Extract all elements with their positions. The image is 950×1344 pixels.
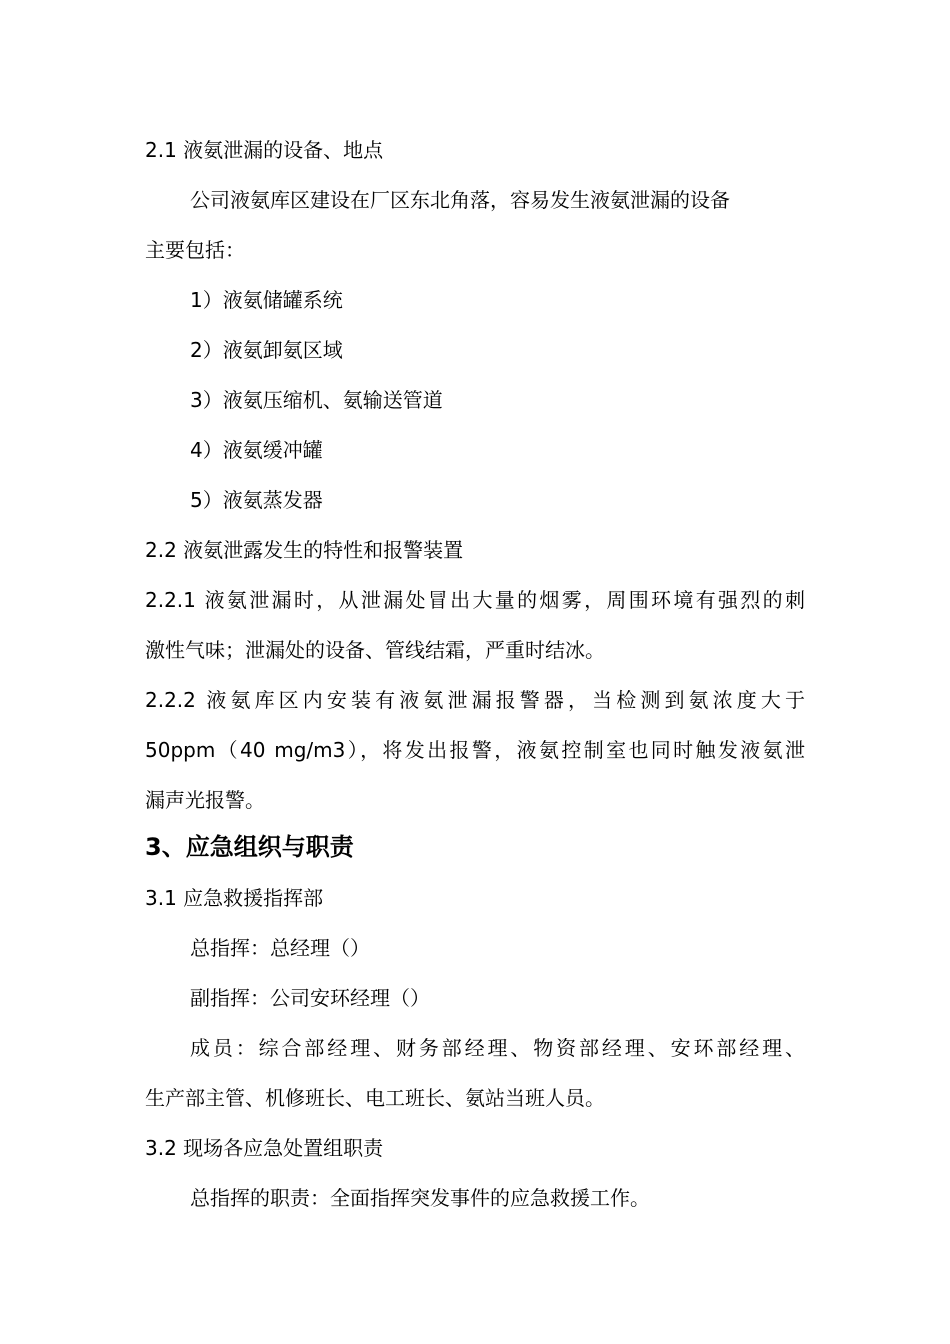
members-line1: 成员：综合部经理、财务部经理、物资部经理、安环部经理、 [190, 1036, 805, 1060]
list-item: 4）液氨缓冲罐 [190, 438, 323, 462]
section-2-1-heading: 2.1 液氨泄漏的设备、地点 [145, 138, 384, 162]
commander-line: 总指挥：总经理（） [190, 936, 370, 960]
intro-paragraph-line1: 公司液氨库区建设在厂区东北角落，容易发生液氨泄漏的设备 [190, 188, 730, 212]
paragraph-2-2-1-line2: 激性气味；泄漏处的设备、管线结霜，严重时结冰。 [145, 638, 605, 662]
commander-duty-line: 总指挥的职责：全面指挥突发事件的应急救援工作。 [190, 1186, 650, 1210]
section-2-2-heading: 2.2 液氨泄露发生的特性和报警装置 [145, 538, 464, 562]
paragraph-2-2-2-line1: 2.2.2 液氨库区内安装有液氨泄漏报警器，当检测到氨浓度大于 [145, 688, 805, 712]
section-3-1-heading: 3.1 应急救援指挥部 [145, 886, 324, 910]
paragraph-2-2-1-line1: 2.2.1 液氨泄漏时，从泄漏处冒出大量的烟雾，周围环境有强烈的刺 [145, 588, 805, 612]
list-item: 2）液氨卸氨区域 [190, 338, 343, 362]
paragraph-2-2-2-line2: 50ppm（40 mg/m3），将发出报警，液氨控制室也同时触发液氨泄 [145, 738, 805, 762]
list-item: 5）液氨蒸发器 [190, 488, 323, 512]
list-item: 1）液氨储罐系统 [190, 288, 343, 312]
list-item: 3）液氨压缩机、氨输送管道 [190, 388, 443, 412]
members-line2: 生产部主管、机修班长、电工班长、氨站当班人员。 [145, 1086, 605, 1110]
paragraph-2-2-2-line3: 漏声光报警。 [145, 788, 265, 812]
deputy-commander-line: 副指挥：公司安环经理（） [190, 986, 430, 1010]
section-3-heading: 3、应急组织与职责 [145, 833, 354, 861]
section-3-2-heading: 3.2 现场各应急处置组职责 [145, 1136, 384, 1160]
intro-paragraph-line2: 主要包括： [145, 238, 245, 262]
